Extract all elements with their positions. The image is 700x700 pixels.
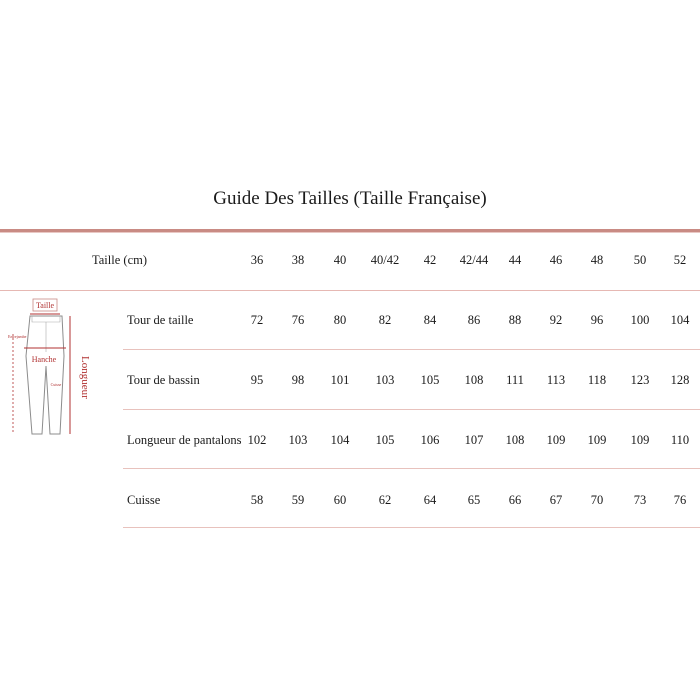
table-cell: 101 xyxy=(330,373,350,387)
row-divider xyxy=(123,409,700,410)
header-divider xyxy=(0,290,700,291)
table-cell: 100 xyxy=(630,313,650,327)
table-cell: 82 xyxy=(378,313,392,327)
table-cell: 76 xyxy=(673,493,687,507)
trousers-measurement-figure xyxy=(0,296,100,446)
table-cell: 60 xyxy=(333,493,347,507)
size-header-cell: 44 xyxy=(508,253,522,267)
size-header-cell: 48 xyxy=(590,253,604,267)
table-cell: 70 xyxy=(590,493,604,507)
table-cell: 58 xyxy=(250,493,264,507)
table-cell: 118 xyxy=(587,373,607,387)
table-cell: 80 xyxy=(333,313,347,327)
table-cell: 86 xyxy=(467,313,481,327)
hip-label: Hanche xyxy=(31,355,57,364)
table-cell: 95 xyxy=(250,373,264,387)
table-cell: 111 xyxy=(506,373,524,387)
table-cell: 102 xyxy=(247,433,267,447)
table-cell: 104 xyxy=(670,313,690,327)
table-cell: 64 xyxy=(423,493,437,507)
table-cell: 107 xyxy=(464,433,484,447)
table-cell: 103 xyxy=(288,433,308,447)
table-cell: 105 xyxy=(420,373,440,387)
table-cell: 113 xyxy=(546,373,566,387)
table-cell: 123 xyxy=(630,373,650,387)
row-label: Cuisse xyxy=(127,493,161,507)
table-cell: 105 xyxy=(375,433,395,447)
table-cell: 108 xyxy=(505,433,525,447)
table-cell: 109 xyxy=(630,433,650,447)
entrejambe-label: Entrejambe xyxy=(8,334,27,339)
table-cell: 62 xyxy=(378,493,392,507)
title-divider-shadow xyxy=(0,232,700,233)
row-label: Tour de taille xyxy=(127,313,194,327)
row-divider xyxy=(123,527,700,528)
table-cell: 109 xyxy=(587,433,607,447)
table-cell: 59 xyxy=(291,493,305,507)
table-cell: 108 xyxy=(464,373,484,387)
trousers-outline xyxy=(26,316,64,434)
waist-label: Taille xyxy=(35,301,55,310)
waistband xyxy=(32,316,60,322)
row-label: Tour de bassin xyxy=(127,373,200,387)
table-cell: 98 xyxy=(291,373,305,387)
table-cell: 96 xyxy=(590,313,604,327)
table-cell: 72 xyxy=(250,313,264,327)
table-cell: 128 xyxy=(670,373,690,387)
table-cell: 110 xyxy=(670,433,690,447)
size-header-cell: 52 xyxy=(673,253,687,267)
table-cell: 67 xyxy=(549,493,563,507)
size-header-cell: 40 xyxy=(333,253,347,267)
size-header-cell: 46 xyxy=(549,253,563,267)
size-header-cell: 40/42 xyxy=(370,253,400,267)
length-label: Longueur xyxy=(79,356,91,399)
row-label: Longueur de pantalons xyxy=(127,433,242,447)
table-cell: 88 xyxy=(508,313,522,327)
table-cell: 103 xyxy=(375,373,395,387)
size-header-cell: 38 xyxy=(291,253,305,267)
thigh-label: Cuisse xyxy=(50,382,62,387)
size-header-cell: 50 xyxy=(633,253,647,267)
size-header-cell: 36 xyxy=(250,253,264,267)
header-label: Taille (cm) xyxy=(92,253,147,267)
table-cell: 65 xyxy=(467,493,481,507)
table-cell: 104 xyxy=(330,433,350,447)
row-divider xyxy=(123,349,700,350)
table-cell: 109 xyxy=(546,433,566,447)
table-cell: 106 xyxy=(420,433,440,447)
table-cell: 76 xyxy=(291,313,305,327)
row-divider xyxy=(123,468,700,469)
table-cell: 92 xyxy=(549,313,563,327)
table-cell: 73 xyxy=(633,493,647,507)
table-cell: 66 xyxy=(508,493,522,507)
size-header-cell: 42/44 xyxy=(459,253,489,267)
table-cell: 84 xyxy=(423,313,437,327)
size-header-cell: 42 xyxy=(423,253,437,267)
page-title: Guide Des Tailles (Taille Française) xyxy=(213,188,487,209)
